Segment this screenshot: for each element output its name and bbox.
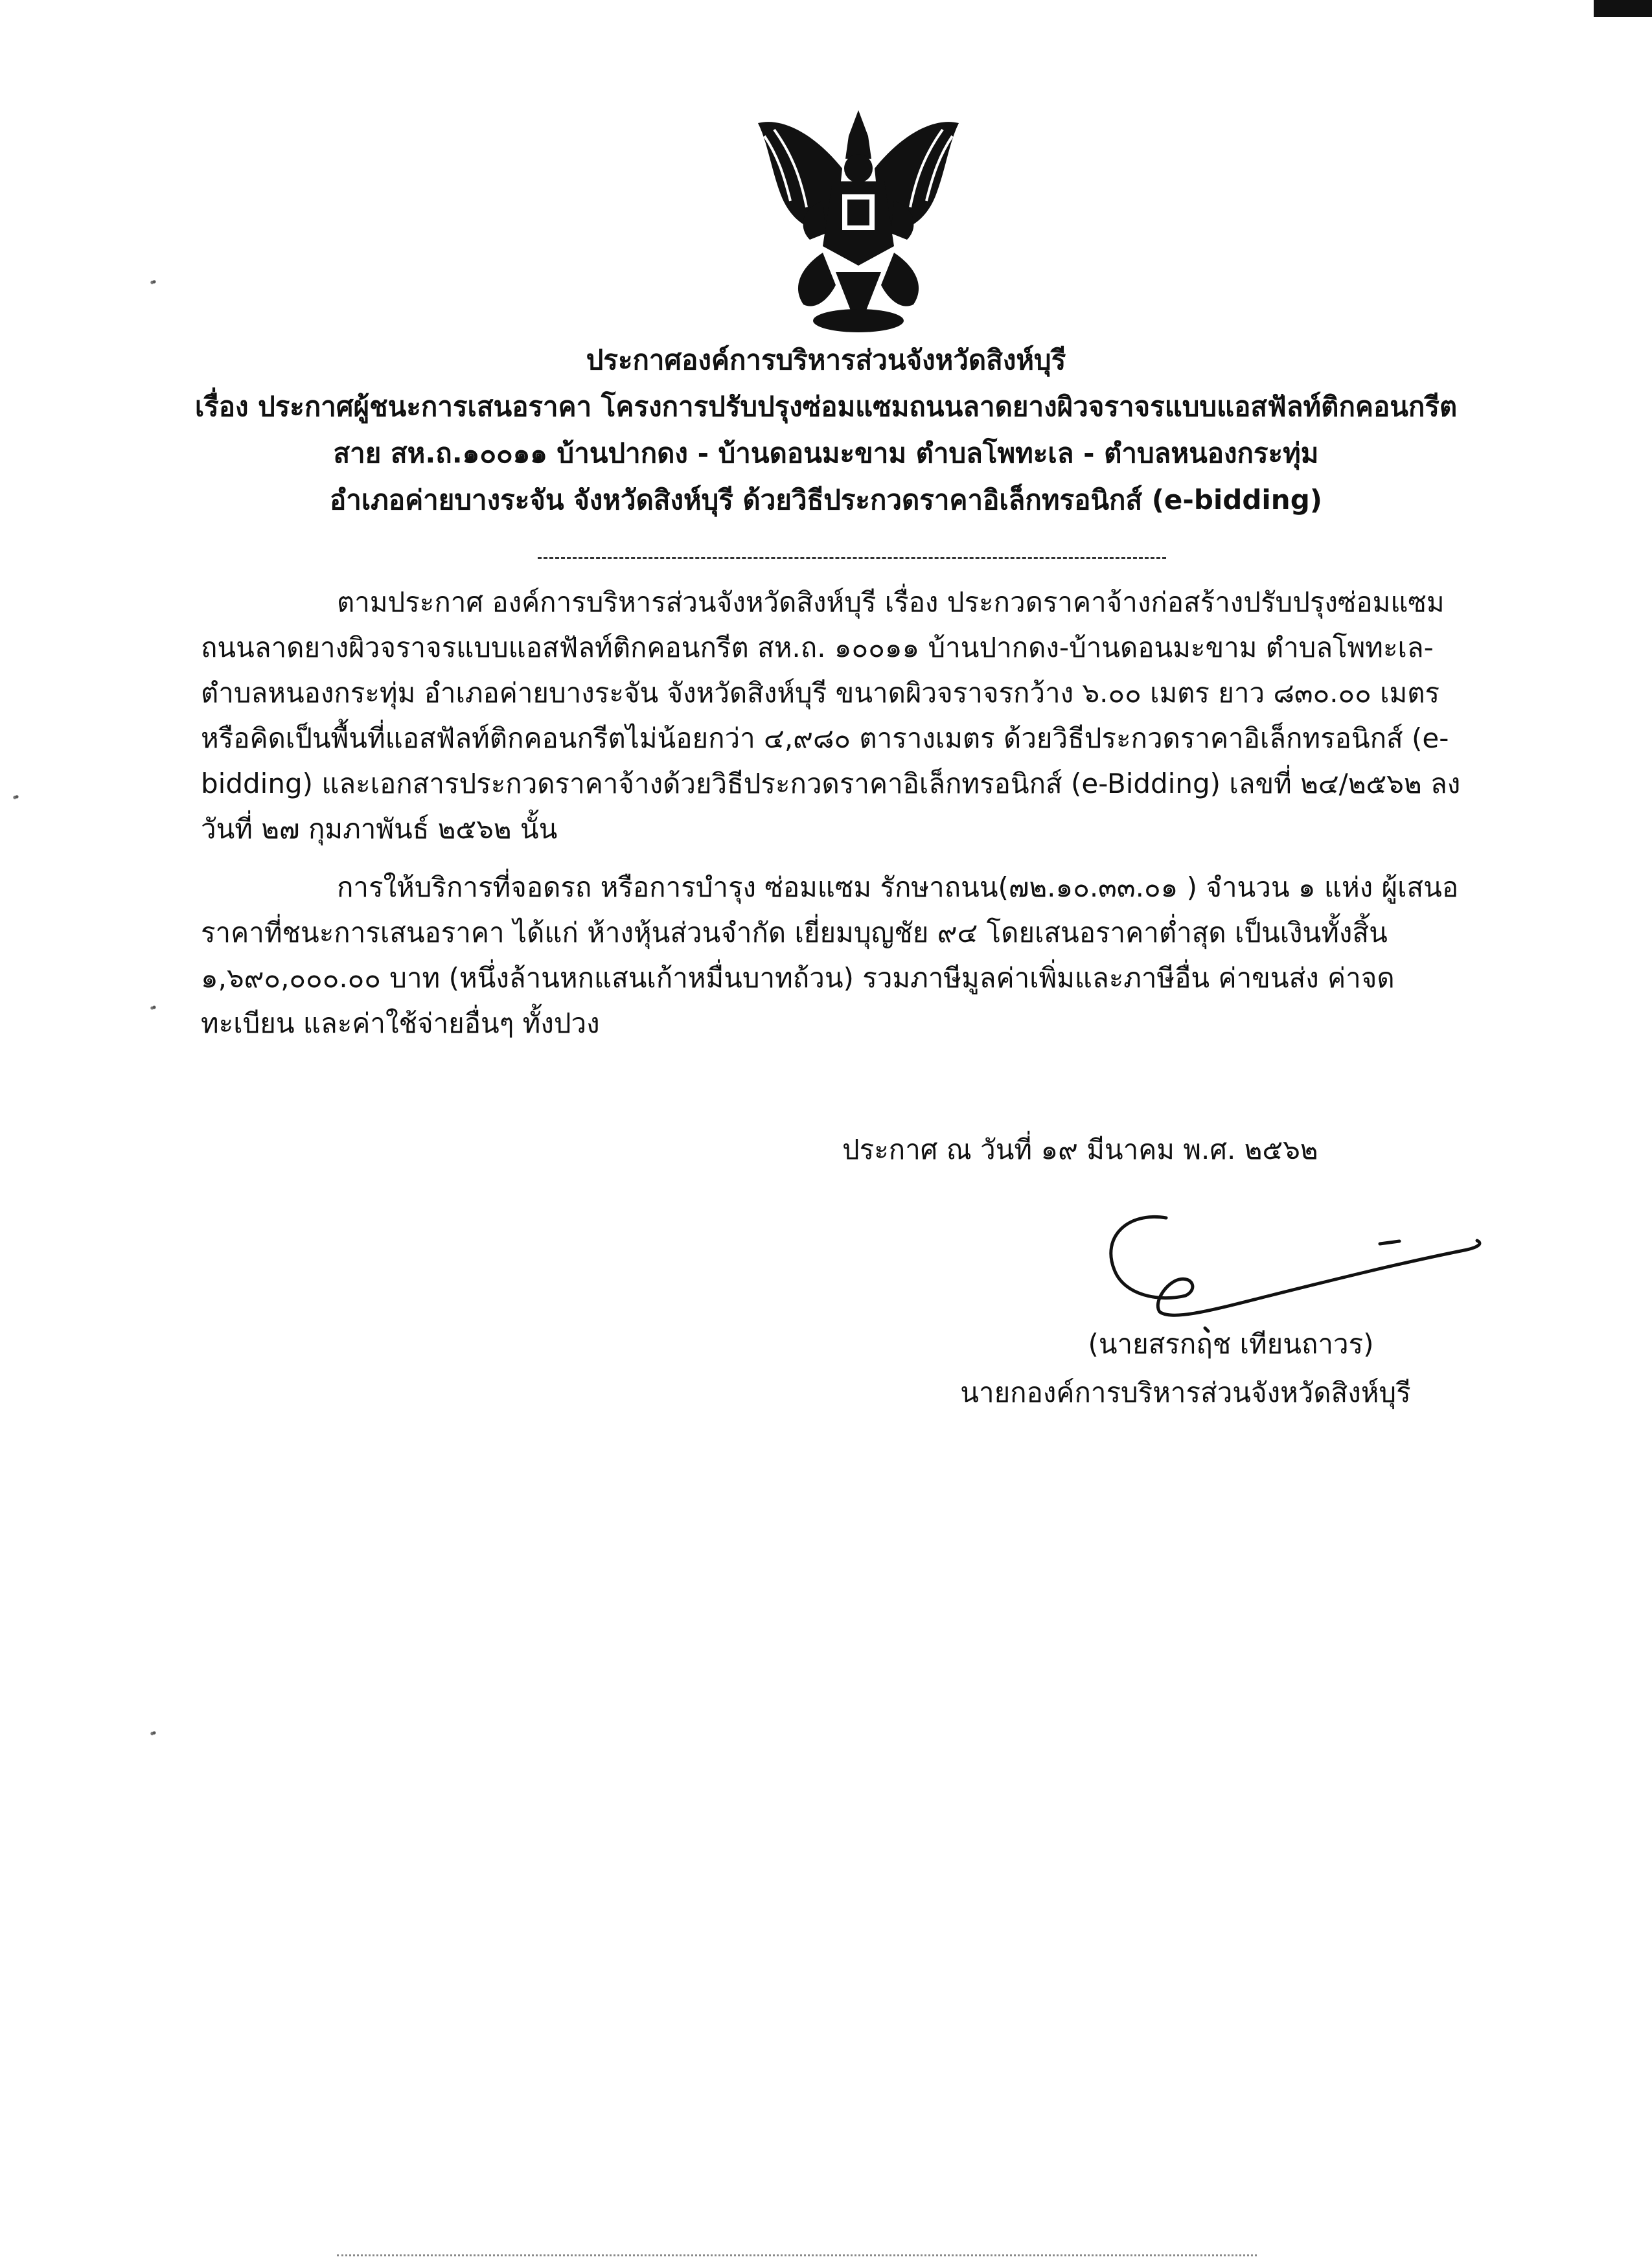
header-route: สาย สห.ถ.๑๐๐๑๑ บ้านปากดง - บ้านดอนมะขาม ตำบลโพทะเล - ตำบลหนองกระทุ่ม — [333, 437, 1319, 469]
header-divider — [538, 557, 1166, 559]
header-subject: เรื่อง ประกาศผู้ชนะการเสนอราคา โครงการปรับปรุงซ่อมแซมถนนลาดยางผิวจราจรแบบแอสฟัลท์ติกคอนกรีต — [194, 391, 1458, 422]
page-bottom-edge — [337, 2254, 1257, 2256]
scan-speck — [12, 794, 22, 800]
handwritten-signature-icon — [1088, 1198, 1490, 1334]
scan-speck — [149, 279, 159, 285]
header-location: อำเภอค่ายบางระจัน จังหวัดสิงห์บุรี ด้วยวิธีประกวดราคาอิเล็กทรอนิกส์ (e-bidding) — [330, 484, 1322, 516]
announcement-header — [162, 337, 1490, 523]
signer-name: (นายสรกฤช เทียนถาวร) — [1088, 1328, 1374, 1360]
scan-speck — [149, 1004, 159, 1011]
announcement-date: ประกาศ ณ วันที่ ๑๙ มีนาคม พ.ศ. ๒๕๖๒ — [842, 1134, 1318, 1165]
scan-speck — [149, 1730, 159, 1736]
header-title: ประกาศองค์การบริหารส่วนจังหวัดสิงห์บุรี — [586, 344, 1066, 376]
signer-position: นายกองค์การบริหารส่วนจังหวัดสิงห์บุรี — [960, 1377, 1411, 1408]
scan-corner-mark — [1594, 0, 1652, 17]
body-paragraph-1: ตามประกาศ องค์การบริหารส่วนจังหวัดสิงห์บุรี เรื่อง ประกวดราคาจ้างก่อสร้างปรับปรุงซ่อมแซมถนนลาดยางผิวจราจรแบบแอสฟัลท์ติกคอนกรีต สห.ถ. ๑๐๐๑๑ บ้านปากดง-บ้านดอนมะขาม ตำบลโพทะเล-ตำบลหนองกระทุ่ม อำเภอค่ายบางระจัน จังหวัดสิงห์บุรี ขนาดผิวจราจรกว้าง ๖.๐๐ เมตร ยาว ๘๓๐.๐๐ เมตร หรือคิดเป็นพื้นที่แอสฟัลท์ติกคอนกรีตไม่น้อยกว่า ๔,๙๘๐ ตารางเมตร ด้วยวิธีประกวดราคาอิเล็กทรอนิกส์ (e-bidding) และเอกสารประกวดราคาจ้างด้วยวิธีประกวดราคาอิเล็กทรอนิกส์ (e-Bidding) เลขที่ ๒๔/๒๕๖๒ ลงวันที่ ๒๗ กุมภาพันธ์ ๒๕๖๒ นั้น — [201, 586, 1461, 845]
garuda-emblem-icon — [745, 97, 972, 337]
announcement-body — [201, 580, 1464, 1046]
body-paragraph-2: การให้บริการที่จอดรถ หรือการบำรุง ซ่อมแซม รักษาถนน(๗๒.๑๐.๓๓.๐๑ ) จำนวน ๑ แห่ง ผู้เสนอราคาที่ชนะการเสนอราคา ได้แก่ ห้างหุ้นส่วนจำกัด เยี่ยมบุญชัย ๙๔ โดยเสนอราคาต่ำสุด เป็นเงินทั้งสิ้น ๑,๖๙๐,๐๐๐.๐๐ บาท (หนึ่งล้านหกแสนเก้าหมื่นบาทถ้วน) รวมภาษีมูลค่าเพิ่มและภาษีอื่น ค่าขนส่ง ค่าจดทะเบียน และค่าใช้จ่ายอื่นๆ ทั้งปวง — [201, 871, 1459, 1039]
